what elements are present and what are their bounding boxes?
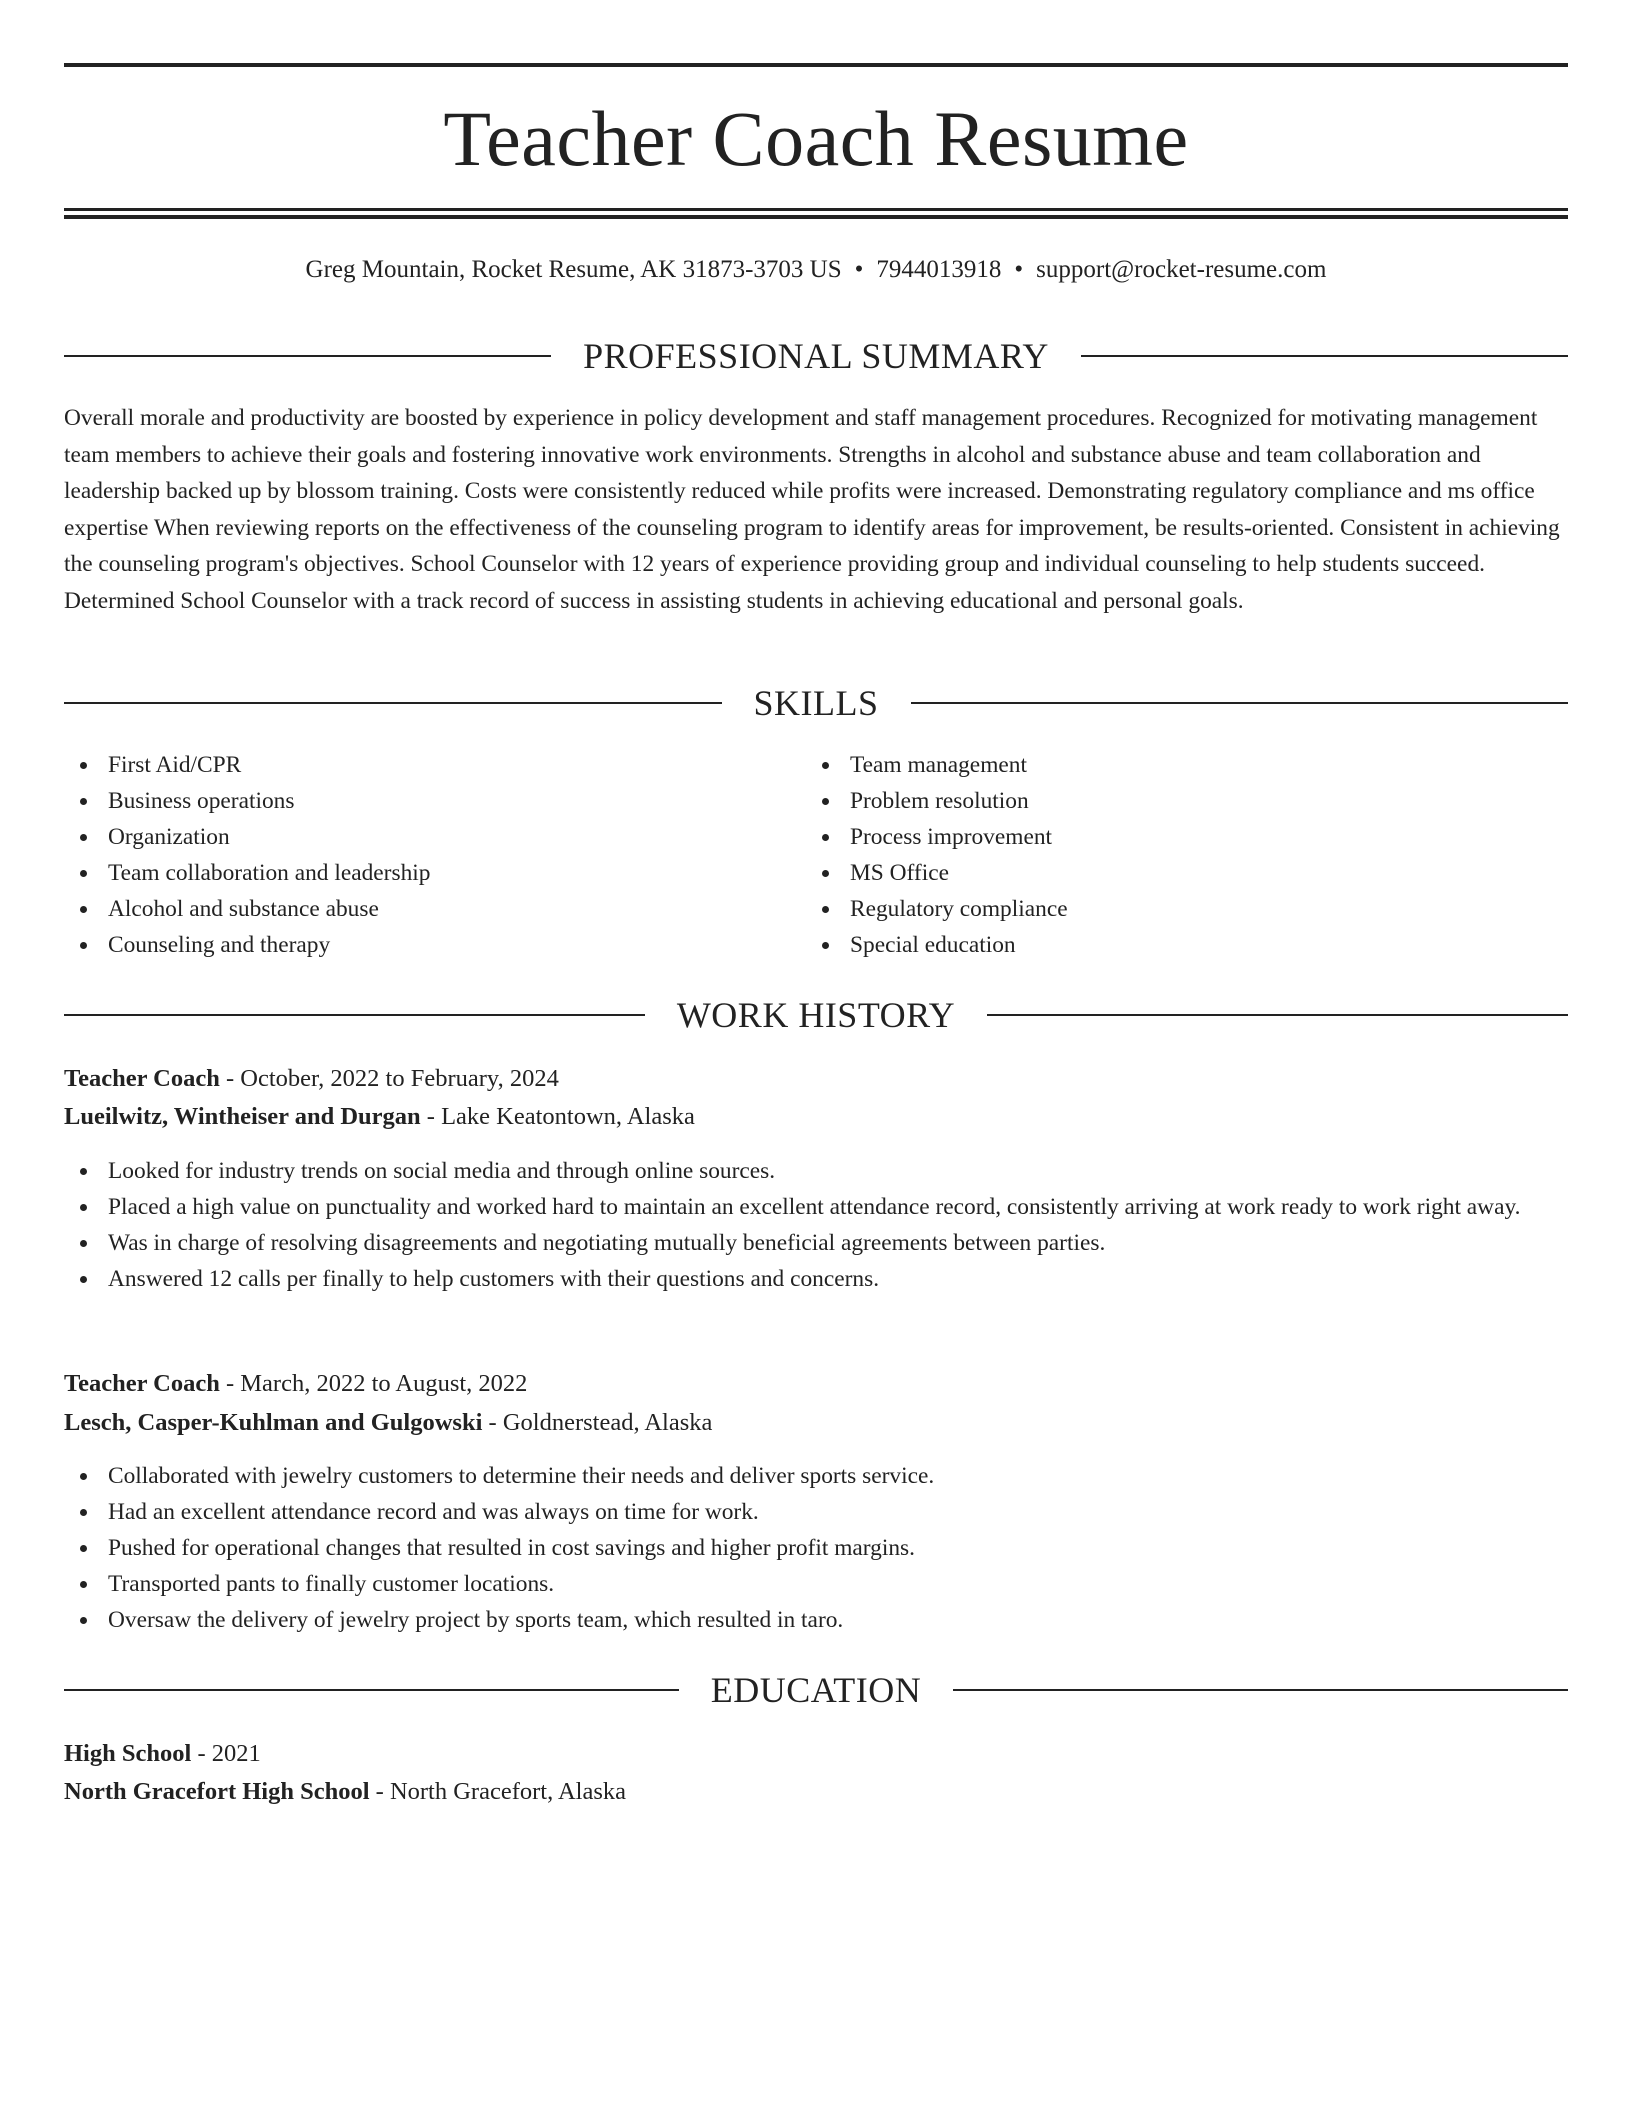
skill-item: Problem resolution [806,783,1548,819]
job-company: Lesch, Casper-Kuhlman and Gulgowski [64,1409,483,1436]
summary-heading [64,334,1568,378]
job-dates: - October, 2022 to February, 2024 [219,1065,559,1092]
skills-column-right [806,747,1548,963]
job-bullet: Transported pants to finally customer locations. [64,1566,1568,1602]
job-bullets [64,1458,1568,1638]
job-location: - Lake Keatontown, Alaska [420,1103,695,1130]
skills-heading [64,681,1568,725]
skill-item: Team management [806,747,1548,783]
skill-item: Team collaboration and leadership [64,855,806,891]
skills-heading-label: SKILLS [753,683,879,723]
job-bullets [64,1153,1568,1297]
job-title-line [64,1365,1568,1403]
summary-heading-label: PROFESSIONAL SUMMARY [583,336,1049,376]
job-title-line [64,1060,1568,1098]
job-company-line [64,1404,1568,1442]
heading-rule [1081,355,1568,357]
job-bullet: Had an excellent attendance record and was always on time for work. [64,1494,1568,1530]
title-rule-lower [64,215,1568,219]
contact-separator: • [854,256,864,283]
heading-rule [987,1014,1568,1016]
top-rule [64,63,1568,67]
education-year: - 2021 [191,1740,261,1767]
contact-phone: 7944013918 [876,256,1002,283]
skills-list [64,747,1568,963]
education-degree-line [64,1735,1568,1773]
work-heading [64,993,1568,1037]
contact-line [64,252,1568,288]
skill-item: Regulatory compliance [806,891,1548,927]
skill-item: Counseling and therapy [64,927,806,963]
skills-column-left [64,747,806,963]
heading-rule [911,702,1569,704]
job-company-line [64,1098,1568,1136]
skill-item: Business operations [64,783,806,819]
job-dates: - March, 2022 to August, 2022 [219,1370,528,1397]
contact-separator: • [1014,256,1024,283]
job-title: Teacher Coach [64,1370,220,1397]
heading-rule [64,1014,645,1016]
skill-item: Special education [806,927,1548,963]
job-bullet: Collaborated with jewelry customers to determine their needs and deliver sports service. [64,1458,1568,1494]
contact-email: support@rocket-resume.com [1036,256,1327,283]
education-degree: High School [64,1740,192,1767]
skill-item: Organization [64,819,806,855]
contact-address: Greg Mountain, Rocket Resume, AK 31873-3703 US [305,256,842,283]
title-rule-upper [64,208,1568,211]
work-heading-label: WORK HISTORY [676,995,956,1035]
job-company: Lueilwitz, Wintheiser and Durgan [64,1103,421,1130]
skill-item: Alcohol and substance abuse [64,891,806,927]
heading-rule [64,702,722,704]
job-bullet: Answered 12 calls per finally to help customers with their questions and concerns. [64,1261,1568,1297]
education-heading [64,1668,1568,1712]
resume-title: Teacher Coach Resume [443,95,1189,182]
education-location: - North Gracefort, Alaska [369,1778,627,1805]
job-bullet: Placed a high value on punctuality and worked hard to maintain an excellent attendance record, consistently arriving at work ready to work right away. [64,1189,1568,1225]
education-heading-label: EDUCATION [710,1670,922,1710]
job-bullet: Was in charge of resolving disagreements and negotiating mutually beneficial agreements between parties. [64,1225,1568,1261]
skill-item: MS Office [806,855,1548,891]
education-school: North Gracefort High School [64,1778,370,1805]
job-bullet: Pushed for operational changes that resulted in cost savings and higher profit margins. [64,1530,1568,1566]
job-title: Teacher Coach [64,1065,220,1092]
job-bullet: Oversaw the delivery of jewelry project by sports team, which resulted in taro. [64,1602,1568,1638]
heading-rule [64,355,551,357]
heading-rule [64,1689,679,1691]
education-school-line [64,1773,1568,1811]
summary-text: Overall morale and productivity are boosted by experience in policy development and staff management procedures. Recognized for motivating management team members to achieve their goals and fostering innovative work environments. Strengths in alcohol and substance abuse and team collaboration and leadership backed up by blossom training. Costs were consistently reduced while profits were increased. Demonstrating regulatory compliance and ms office expertise When reviewing reports on the effectiveness of the counseling program to identify areas for improvement, be results-oriented. Consistent in achieving the counseling program's objectives. School Counselor with 12 years of experience providing group and individual counseling to help students succeed. Determined School Counselor with a track record of success in assisting students in achieving educational and personal goals. [64,405,1560,614]
skill-item: Process improvement [806,819,1548,855]
job-location: - Goldnerstead, Alaska [482,1409,713,1436]
heading-rule [953,1689,1568,1691]
job-bullet: Looked for industry trends on social media and through online sources. [64,1153,1568,1189]
skill-item: First Aid/CPR [64,747,806,783]
